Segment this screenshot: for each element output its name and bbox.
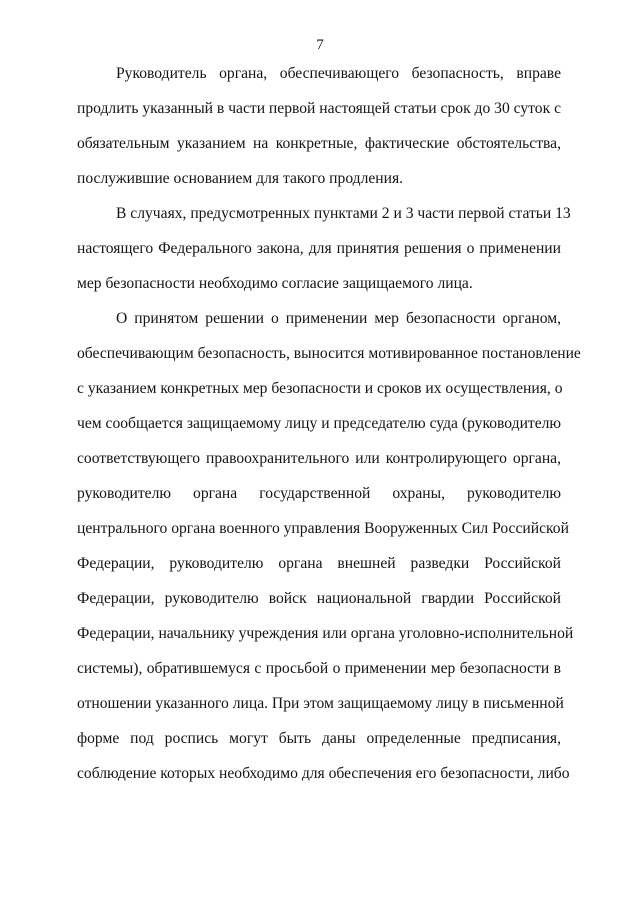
- text-line: В случаях, предусмотренных пунктами 2 и 3 части первой статьи 13: [116, 205, 571, 222]
- text-line: отношении указанного лица. При этом защищаемому лицу в письменной: [77, 695, 564, 712]
- text-line: мер безопасности необходимо согласие защищаемого лица.: [77, 275, 473, 292]
- text-line: соответствующего правоохранительного или контролирующего органа,: [77, 450, 561, 467]
- text-line: центрального органа военного управления Вооруженных Сил Российской: [77, 520, 569, 537]
- text-line: настоящего Федерального закона, для принятия решения о применении: [77, 240, 561, 257]
- text-line: Руководитель органа, обеспечивающего безопасность, вправе: [116, 65, 561, 82]
- text-line: послужившие основанием для такого продления.: [77, 170, 404, 187]
- text-line: обеспечивающим безопасность, выносится мотивированное постановление: [77, 345, 581, 362]
- text-line: системы), обратившемуся с просьбой о применении мер безопасности в: [77, 660, 561, 677]
- text-line: Федерации, руководителю войск национальной гвардии Российской: [77, 590, 561, 607]
- text-line: О принятом решении о применении мер безопасности органом,: [116, 310, 561, 327]
- text-line: обязательным указанием на конкретные, фактические обстоятельства,: [77, 135, 561, 152]
- page-number: 7: [316, 37, 324, 53]
- text-line: с указанием конкретных мер безопасности и сроков их осуществления, о: [77, 380, 563, 397]
- text-line: продлить указанный в части первой настоящей статьи срок до 30 суток с: [77, 100, 561, 117]
- text-line: чем сообщается защищаемому лицу и председателю суда (руководителю: [77, 415, 562, 432]
- text-line: Федерации, руководителю органа внешней разведки Российской: [77, 555, 561, 572]
- text-line: соблюдение которых необходимо для обеспечения его безопасности, либо: [77, 765, 570, 782]
- text-line: Федерации, начальнику учреждения или органа уголовно-исполнительной: [77, 625, 574, 642]
- text-line: руководителю органа государственной охраны, руководителю: [77, 485, 561, 502]
- text-line: форме под роспись могут быть даны определенные предписания,: [77, 730, 561, 747]
